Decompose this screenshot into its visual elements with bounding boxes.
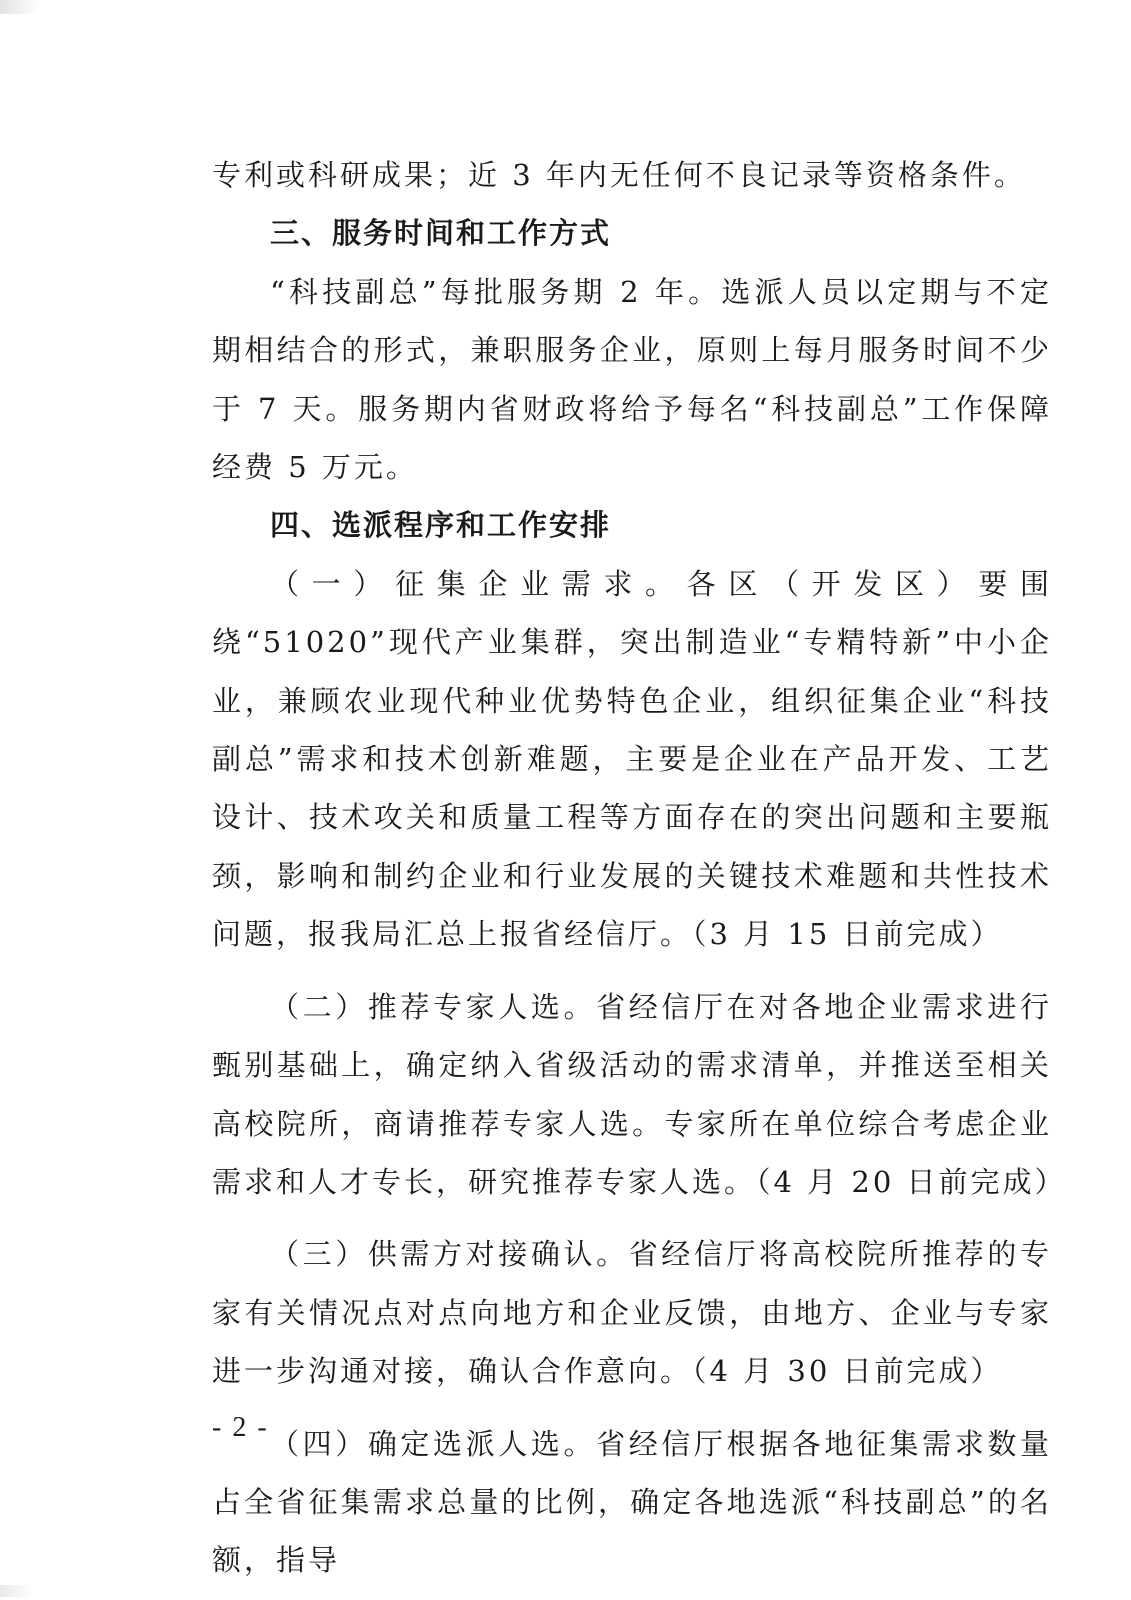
paragraph-service-period: “科技副总”每批服务期 2 年。选派人员以定期与不定期相结合的形式，兼职服务企业，原则上每月服务时间不少于 7 天。服务期内省财政将给予每名“科技副总”工作保障经费 5 万元。 [212,274,1052,485]
paragraph-gap [212,1401,1052,1415]
paragraph-confirm-matching: （三）供需方对接确认。省经信厅将高校院所推荐的专家有关情况点对点向地方和企业反馈，由地方、企业与专家进一步沟通对接，确认合作意向。（4 月 30 日前完成） [212,1237,1052,1389]
section-heading-service-time: 三、服务时间和工作方式 [270,216,612,251]
paragraph-gap [212,1211,1052,1225]
paragraph-gap [212,964,1052,978]
page-number: - 2 - [212,1412,269,1443]
paragraph-continuation: 专利或科研成果；近 3 年内无任何不良记录等资格条件。 [212,158,1026,192]
document-body [212,146,1067,1590]
paragraph-recommend-experts: （二）推荐专家人选。省经信厅在对各地企业需求进行甄别基础上，确定纳入省级活动的需求清单，并推送至相关高校院所，商请推荐专家人选。专家所在单位综合考虑企业需求和人才专长，研究推荐专家人选。（4 月 20 日前完成） [212,989,1067,1199]
paragraph-determine-candidates: （四）确定选派人选。省经信厅根据各地征集需求数量占全省征集需求总量的比例，确定各地选派“科技副总”的名额，指导 [212,1426,1052,1578]
scan-edge-mark-bottom [0,1585,34,1597]
paragraph-collect-demand: （一）征集企业需求。各区（开发区）要围绕“51020”现代产业集群，突出制造业“专精特新”中小企业，兼顾农业现代种业优势特色企业，组织征集企业“科技副总”需求和技术创新难题，主要是企业在产品开发、工艺设计、技术攻关和质量工程等方面存在的突出问题和主要瓶颈，影响和制约企业和行业发展的关键技术难题和共性技术问题，报我局汇总上报省经信厅。（3 月 15 日前完成） [212,566,1052,952]
scan-edge-mark [0,0,40,14]
section-heading-selection-procedure: 四、选派程序和工作安排 [270,508,612,543]
